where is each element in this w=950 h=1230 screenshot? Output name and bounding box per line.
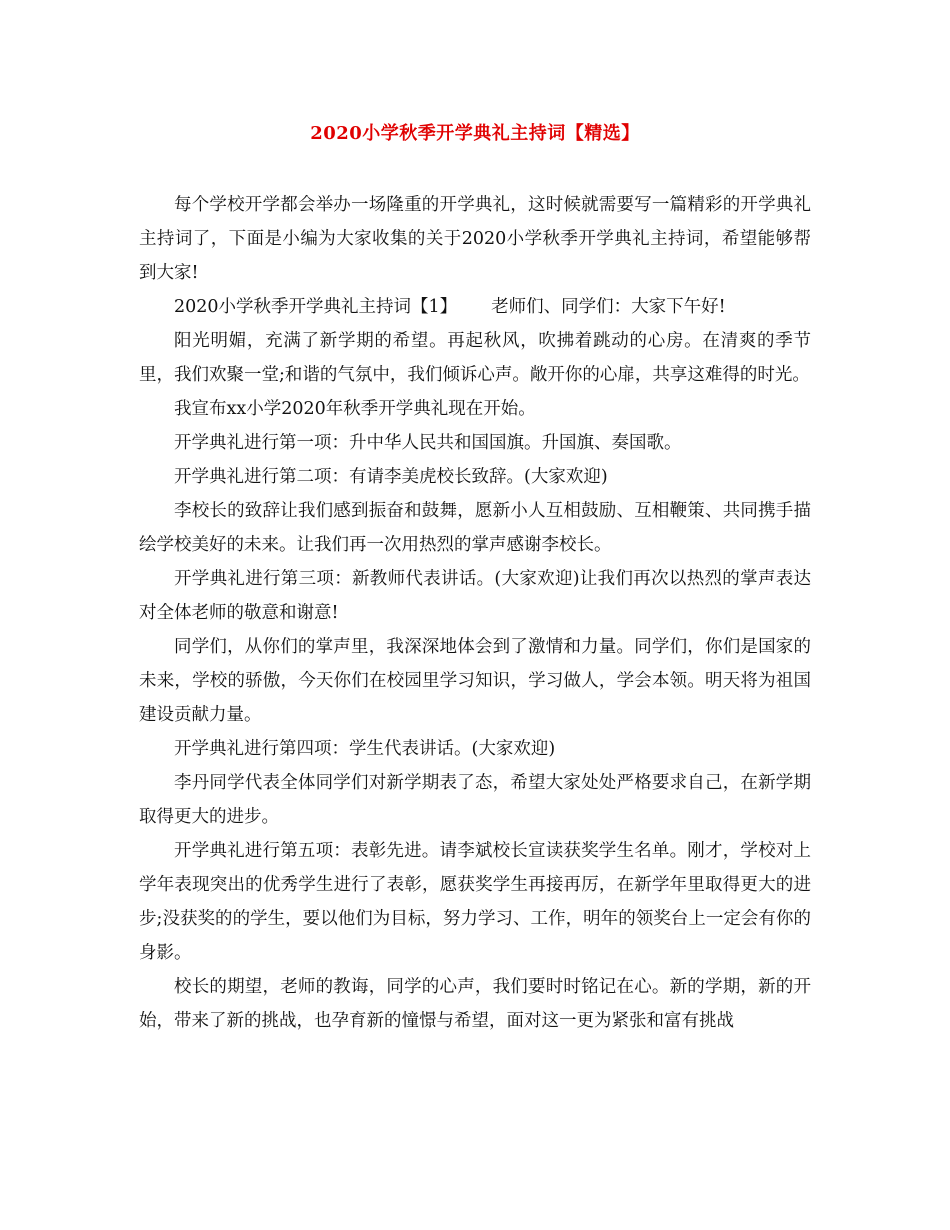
- body-paragraph: 开学典礼进行第二项：有请李美虎校长致辞。(大家欢迎): [174, 467, 608, 487]
- body-paragraph: 李校长的致辞让我们感到振奋和鼓舞，愿新小人互相鼓励、互相鞭策、共同携手描绘学校美好的未来。让我们再一次用热烈的掌声感谢李校长。: [139, 501, 811, 555]
- document-title: 2020小学秋季开学典礼主持词【精选】: [310, 123, 640, 144]
- body-paragraph: 开学典礼进行第五项：表彰先进。请李斌校长宣读获奖学生名单。刚才，学校对上学年表现突出的优秀学生进行了表彰，愿获奖学生再接再厉，在新学年里取得更大的进步;没获奖的的学生，要以他们为目标，努力学习、工作，明年的领奖台上一定会有你的身影。: [139, 841, 811, 963]
- intro-paragraph: 每个学校开学都会举办一场隆重的开学典礼，这时候就需要写一篇精彩的开学典礼主持词了，下面是小编为大家收集的关于2020小学秋季开学典礼主持词，希望能够帮到大家!: [139, 195, 811, 283]
- greeting: 老师们、同学们：大家下午好!: [491, 297, 726, 317]
- body-paragraph: 开学典礼进行第四项：学生代表讲话。(大家欢迎): [174, 739, 556, 759]
- body-paragraph: 开学典礼进行第一项：升中华人民共和国国旗。升国旗、奏国歌。: [174, 433, 682, 453]
- document-body: [139, 188, 811, 1038]
- body-paragraph: 李丹同学代表全体同学们对新学期表了态，希望大家处处严格要求自己，在新学期取得更大的进步。: [139, 773, 811, 827]
- section-heading: 2020小学秋季开学典礼主持词【1】: [174, 297, 458, 317]
- section-heading-line: [139, 290, 811, 324]
- body-paragraph: 开学典礼进行第三项：新教师代表讲话。(大家欢迎)让我们再次以热烈的掌声表达对全体老师的敬意和谢意!: [139, 569, 811, 623]
- body-paragraph: 阳光明媚，充满了新学期的希望。再起秋风，吹拂着跳动的心房。在清爽的季节里，我们欢聚一堂;和谐的气氛中，我们倾诉心声。敞开你的心扉，共享这难得的时光。: [139, 331, 811, 385]
- body-paragraph: 校长的期望，老师的教诲，同学的心声，我们要时时铭记在心。新的学期，新的开始，带来了新的挑战，也孕育新的憧憬与希望，面对这一更为紧张和富有挑战: [139, 977, 811, 1031]
- body-paragraph: 我宣布xx小学2020年秋季开学典礼现在开始。: [174, 399, 536, 419]
- body-paragraph: 同学们，从你们的掌声里，我深深地体会到了激情和力量。同学们，你们是国家的未来，学校的骄傲，今天你们在校园里学习知识，学习做人，学会本领。明天将为祖国建设贡献力量。: [139, 637, 811, 725]
